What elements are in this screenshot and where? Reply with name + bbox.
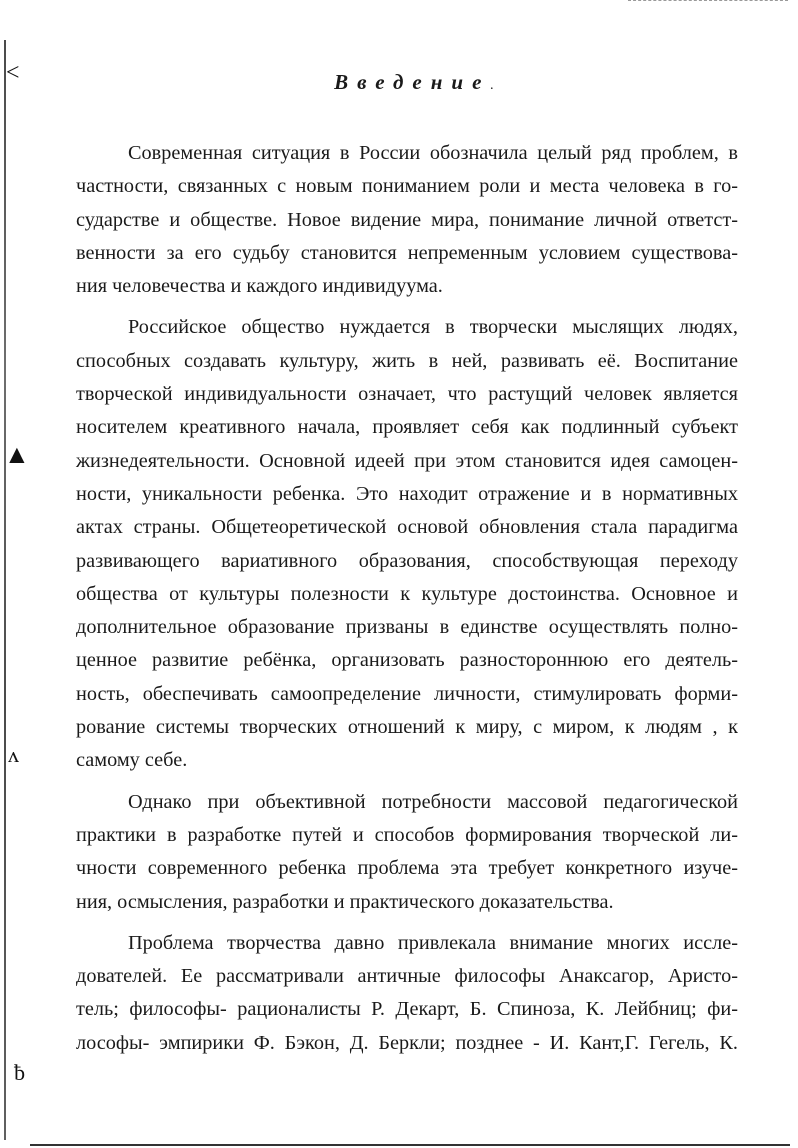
text-line: частности, связанных с новым пониманием роли и места человека в го- <box>76 175 738 198</box>
page-title-trail: . <box>490 78 494 93</box>
text-line: сударстве и обществе. Новое видение мира, понимание личной ответст- <box>76 208 738 231</box>
text-line: Проблема творчества давно привлекала внимание многих иссле- <box>128 931 738 954</box>
text-line: рование системы творческих отношений к миру, с миром, к людям , к <box>76 716 738 739</box>
text-line: венности за его судьбу становится непременным условием существова- <box>76 241 738 264</box>
paragraph <box>76 311 738 777</box>
text-line: ния человечества и каждого индивидуума. <box>76 275 443 298</box>
paragraph <box>76 137 738 303</box>
scan-top-edge <box>628 0 788 3</box>
scan-mark-icon: ˂ <box>6 60 20 86</box>
paragraph <box>76 786 738 919</box>
text-line: ность, обеспечивать самоопределение личности, стимулировать форми- <box>76 682 738 705</box>
text-line: способных создавать культуру, жить в ней, развивать её. Воспитание <box>76 349 738 372</box>
page-title <box>0 70 798 95</box>
text-line: Современная ситуация в России обозначила целый ряд проблем, в <box>128 142 738 164</box>
text-line: актах страны. Общетеоретической основой обновления стала парадигма <box>76 516 738 539</box>
text-line: практики в разработке путей и способов формирования творческой ли- <box>76 823 738 846</box>
text-line: лософы- эмпирики Ф. Бэкон, Д. Беркли; позднее - И. Кант,Г. Гегель, К. <box>76 1031 738 1054</box>
page-title-text: Введение <box>334 70 491 94</box>
text-line: общества от культуры полезности к культуре достоинства. Основное и <box>76 582 738 605</box>
text-line: дователей. Ее рассматривали античные философы Анаксагор, Аристо- <box>76 965 738 988</box>
text-line: носителем креативного начала, проявляет себя как подлинный субъект <box>76 416 738 439</box>
document-body <box>76 137 738 1068</box>
scan-mark-icon: ʌ <box>8 742 19 767</box>
text-line: жизнедеятельности. Основной идеей при этом становится идея самоцен- <box>76 449 738 472</box>
text-line: Российское общество нуждается в творчески мыслящих людях, <box>128 316 738 339</box>
text-line: Однако при объективной потребности массовой педагогической <box>128 790 738 813</box>
text-line: дополнительное образование призваны в единстве осуществлять полно- <box>76 616 738 639</box>
paragraph <box>76 927 738 1060</box>
text-line: развивающего вариативного образования, способствующая переходу <box>76 549 738 572</box>
text-line: тель; философы- рационалисты Р. Декарт, Б. Спиноза, К. Лейбниц; фи- <box>76 998 738 1021</box>
text-line: чности современного ребенка проблема эта требует конкретного изуче- <box>76 857 738 880</box>
text-line: ценное развитие ребёнка, организовать разностороннюю его деятель- <box>76 649 738 672</box>
scan-mark-icon: ▲ <box>4 440 30 469</box>
scan-mark-icon: ƀ <box>14 1060 25 1085</box>
text-line: ния, осмысления, разработки и практического доказательства. <box>76 890 614 913</box>
text-line: творческой индивидуальности означает, что растущий человек является <box>76 383 738 406</box>
text-line: самому себе. <box>76 749 188 772</box>
scan-left-edge <box>4 40 6 1140</box>
text-line: ности, уникальности ребенка. Это находит отражение и в нормативных <box>76 482 738 505</box>
scan-bottom-edge <box>30 1144 790 1146</box>
